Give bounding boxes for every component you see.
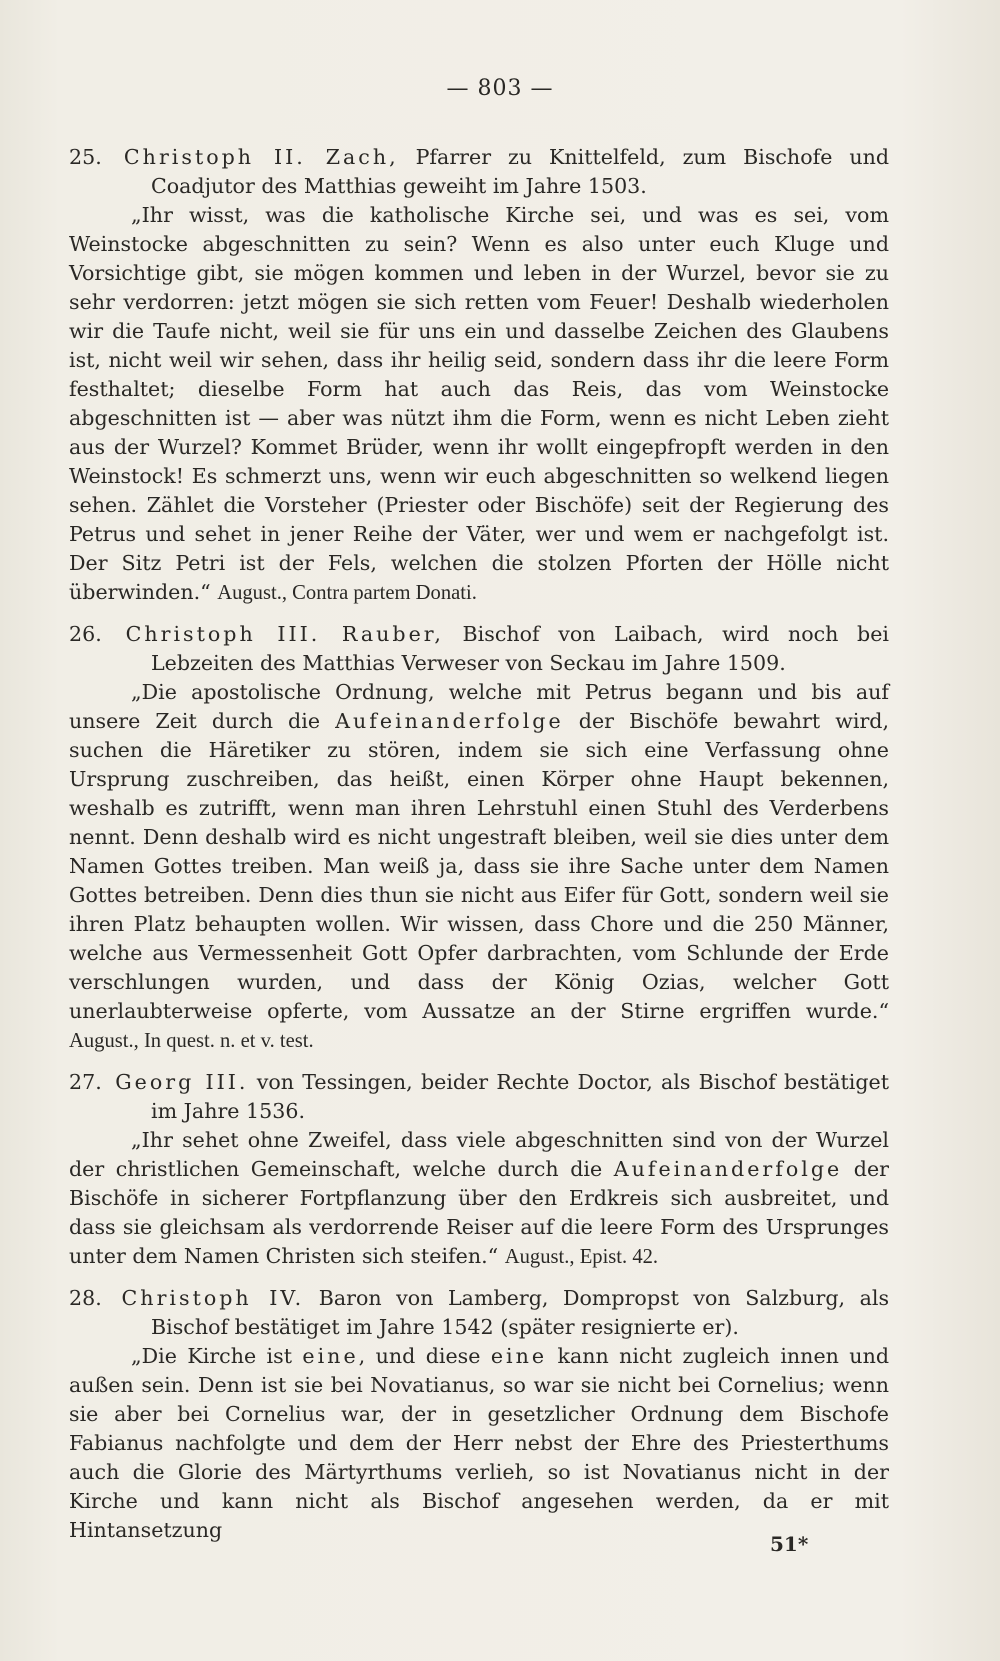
emphasized-word: Aufeinanderfolge <box>335 709 564 733</box>
entry-description: Pfarrer zu Knittelfeld, zum Bischofe und Coadjutor des Matthias geweiht im Jahre 1503. <box>151 145 890 198</box>
entry-heading <box>69 620 889 678</box>
quote-text: „Die Kirche ist <box>131 1344 292 1368</box>
entry-description: von Tessingen, beider Rechte Doctor, als Bischof bestätiget im Jahre 1536. <box>151 1070 890 1123</box>
quote-source: August., Epist. 42. <box>504 1246 659 1268</box>
quote-source: August., In quest. n. et v. test. <box>69 1030 314 1052</box>
quote-text: „Ihr sehet ohne Zweifel, dass viele abgeschnitten sind von der Wurzel der christlichen Gemeinschaft, welche durch die <box>69 1128 889 1181</box>
entry-heading <box>69 1284 889 1342</box>
entry-number: 25. <box>69 145 102 169</box>
entry-description: Baron von Lamberg, Dompropst von Salzburg, als Bischof bestätiget im Jahre 1542 (später resignierte er). <box>151 1286 890 1339</box>
entry-number: 27. <box>69 1070 102 1094</box>
quote-source: August., Contra partem Donati. <box>217 582 477 604</box>
quote-text: „Ihr wisst, was die katholische Kirche sei, und was es sei, vom Weinstocke abgeschnitten zu sein? Wenn es also unter euch Kluge und Vorsichtige gibt, sie mögen kommen und leben in der Wurzel, bevor sie zu sehr verdorren: jetzt mögen sie sich retten vom Feuer! Deshalb wiederholen wir die Taufe nicht, weil sie für uns ein und dasselbe Zeichen des Glaubens ist, nicht weil wir sehen, dass ihr heilig seid, sondern dass ihr die leere Form festhaltet; dieselbe Form hat auch das Reis, das vom Weinstocke abgeschnitten ist — aber was nützt ihm die Form, wenn es nicht Leben zieht aus der Wurzel? Kommet Brüder, wenn ihr wollt eingepfropft werden in den Weinstock! Es schmerzt uns, wenn wir euch abgeschnitten so welkend liegen sehen. Zählet die Vorsteher (Priester oder Bischöfe) seit der Regierung des Petrus und sehet in jener Reihe der Väter, wer und wem er nachgefolgt ist. Der Sitz Petri ist der Fels, welchen die stolzen Pforten der Hölle nicht überwinden.“ <box>69 203 889 604</box>
entry-25 <box>69 143 889 608</box>
entry-number: 26. <box>69 622 102 646</box>
entry-27 <box>69 1068 889 1272</box>
bishop-name: Christoph III. Rauber, <box>125 622 444 646</box>
entry-quote <box>69 201 889 608</box>
bishop-name: Christoph IV. <box>121 1286 305 1310</box>
entry-description: Bischof von Laibach, wird noch bei Lebzeiten des Matthias Verweser von Seckau im Jahre 1509. <box>151 622 889 675</box>
bishop-name: Georg III. <box>115 1070 249 1094</box>
quote-text: der Bischöfe bewahrt wird, suchen die Häretiker zu stören, indem sie sich eine Verfassung ohne Ursprung zuschreiben, das heißt, einen Körper ohne Haupt bekennen, weshalb es zutrifft, wenn man ihren Lehrstuhl einen Stuhl des Verderbens nennt. Denn deshalb wird es nicht ungestraft bleiben, weil sie dies unter dem Namen Gottes treiben. Man weiß ja, dass sie ihre Sache unter dem Namen Gottes betreiben. Denn dies thun sie nicht aus Eifer für Gott, sondern weil sie ihren Platz behaupten wollen. Wir wissen, dass Chore und die 250 Männer, welche aus Vermessenheit Gott Opfer darbrachten, vom Schlunde der Erde verschlungen wurden, und dass der König Ozias, welcher Gott unerlaubterweise opferte, vom Aussatze an der Stirne ergriffen wurde.“ <box>69 709 890 1023</box>
entry-28 <box>69 1284 889 1545</box>
entry-quote <box>69 678 889 1056</box>
entry-heading <box>69 143 889 201</box>
emphasized-word: eine <box>302 1344 359 1368</box>
quote-text: , und diese <box>358 1344 481 1368</box>
emphasized-word: eine <box>490 1344 548 1368</box>
page-body <box>69 143 889 1557</box>
bishop-name: Christoph II. Zach, <box>123 145 399 169</box>
page-number: — 803 — <box>446 76 554 101</box>
entry-quote <box>69 1126 889 1272</box>
emphasized-word: Aufeinanderfolge <box>613 1157 843 1181</box>
entry-heading <box>69 1068 889 1126</box>
signature-mark: 51* <box>770 1532 809 1556</box>
entry-number: 28. <box>69 1286 102 1310</box>
quote-text: „Die apostolische Ordnung, welche mit Petrus begann und bis auf unsere Zeit durch die <box>69 680 889 733</box>
quote-text: kann nicht zugleich innen und außen sein. Denn ist sie bei Novatianus, so war sie nicht bei Cornelius; wenn sie aber bei Cornelius war, der in gesetzlicher Ordnung dem Bischofe Fabianus nachfolgte und dem der Herr nebst der Ehre des Priesterthums auch die Glorie des Märtyrthums verlieh, so ist Novatianus nicht in der Kirche und kann nicht als Bischof angesehen werden, da er mit Hintansetzung <box>69 1344 890 1542</box>
entry-26 <box>69 620 889 1056</box>
entry-quote <box>69 1342 889 1545</box>
quote-text: der Bischöfe in sicherer Fortpflanzung über den Erdkreis sich ausbreitet, und dass sie gleichsam als verdorrende Reiser auf die leere Form des Ursprunges unter dem Namen Christen sich steifen.“ <box>69 1157 889 1268</box>
